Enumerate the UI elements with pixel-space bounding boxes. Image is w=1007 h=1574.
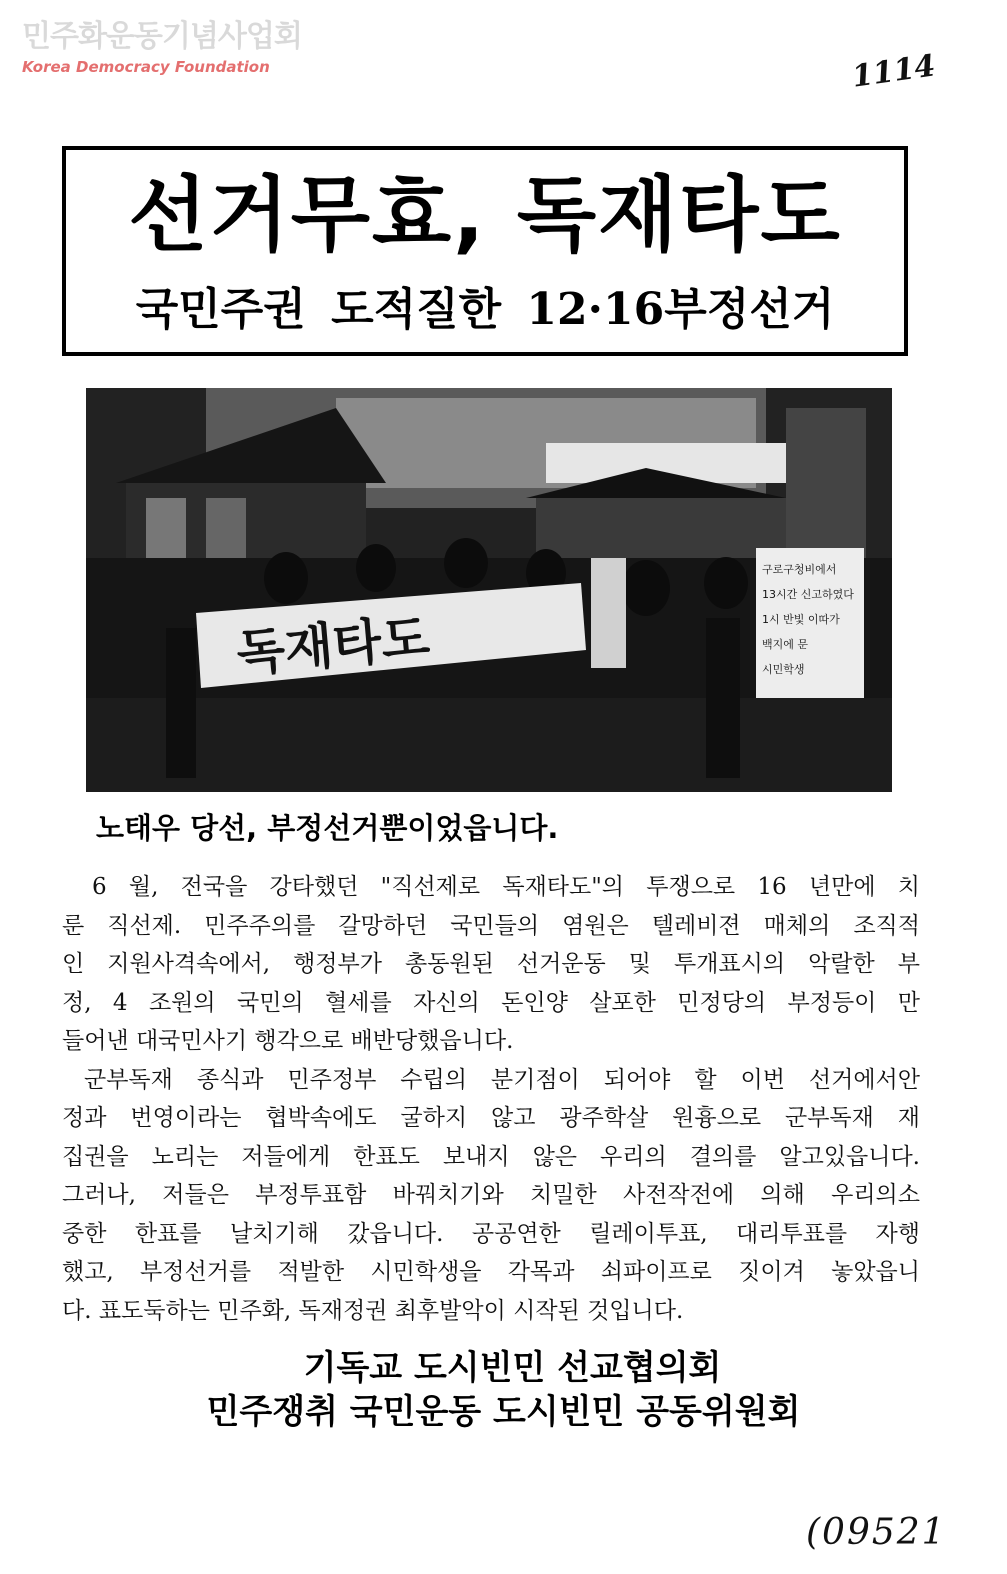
main-title: 선거무효, 독재타도 bbox=[128, 168, 842, 263]
watermark-english: Korea Democracy Foundation bbox=[22, 58, 270, 76]
placard-line: 구로구청비에서 bbox=[762, 563, 837, 576]
body-line: 정과 번영이라는 협박속에도 굴하지 않고 광주학살 원흉으로 군부독재 재 bbox=[62, 1105, 920, 1131]
body-line: 들어낸 대국민사기 행각으로 배반당했읍니다. bbox=[62, 1028, 514, 1054]
body-line: 인 지원사격속에서, 행정부가 총동원된 선거운동 및 투개표시의 악랄한 부 bbox=[62, 951, 920, 977]
body-line: 군부독재 종식과 민주정부 수립의 분기점이 되어야 할 이번 선거에서안 bbox=[84, 1066, 920, 1093]
placard-line: 백지에 문 bbox=[762, 638, 809, 651]
watermark-logo bbox=[22, 18, 302, 76]
handwritten-number-top: 1114 bbox=[849, 48, 938, 95]
body-line: 그러나, 저들은 부정투표함 바꿔치기와 치밀한 사전작전에 의해 우리의소 bbox=[62, 1182, 920, 1208]
body-line: 다. 표도둑하는 민주화, 독재정권 최후발악이 시작된 것입니다. bbox=[62, 1297, 684, 1324]
sub-title: 국민주권 도적질한 12·16부정선거 bbox=[135, 284, 835, 335]
placard-line: 시민학생 bbox=[762, 663, 805, 676]
banner-text: 독재타도 bbox=[234, 608, 432, 683]
body-text bbox=[62, 868, 920, 1330]
subheading: 노태우 당선, 부정선거뿐이었읍니다. bbox=[96, 811, 559, 845]
placard-line: 13시간 신고하였다 bbox=[762, 588, 854, 601]
organization-name: 기독교 도시빈민 선교협의회 bbox=[303, 1348, 722, 1388]
placard-line: 1시 반빛 이따가 bbox=[762, 613, 840, 626]
handwritten-number-bottom: (09521 bbox=[806, 1512, 947, 1553]
body-line: 6 월, 전국을 강타했던 "직선제로 독재타도"의 투쟁으로 16 년만에 치 bbox=[92, 874, 920, 900]
body-line: 집권을 노리는 저들에게 한표도 보내지 않은 우리의 결의를 알고있읍니다. bbox=[62, 1143, 920, 1170]
organization-name: 민주쟁취 국민운동 도시빈민 공동위원회 bbox=[206, 1392, 801, 1432]
watermark-korean: 민주화운동기념사업회 bbox=[22, 19, 302, 54]
body-line: 했고, 부정선거를 적발한 시민학생을 각목과 쇠파이프로 짓이겨 놓았읍니 bbox=[62, 1259, 920, 1285]
body-line: 정, 4 조원의 국민의 혈세를 자신의 돈인양 살포한 민정당의 부정등이 만 bbox=[62, 989, 920, 1016]
body-line: 룬 직선제. 민주주의를 갈망하던 국민들의 염원은 텔레비젼 매체의 조직적 bbox=[62, 912, 920, 939]
protest-photo bbox=[86, 388, 892, 792]
title-box bbox=[62, 146, 908, 356]
body-line: 중한 한표를 날치기해 갔읍니다. 공공연한 릴레이투표, 대리투표를 자행 bbox=[62, 1220, 920, 1247]
